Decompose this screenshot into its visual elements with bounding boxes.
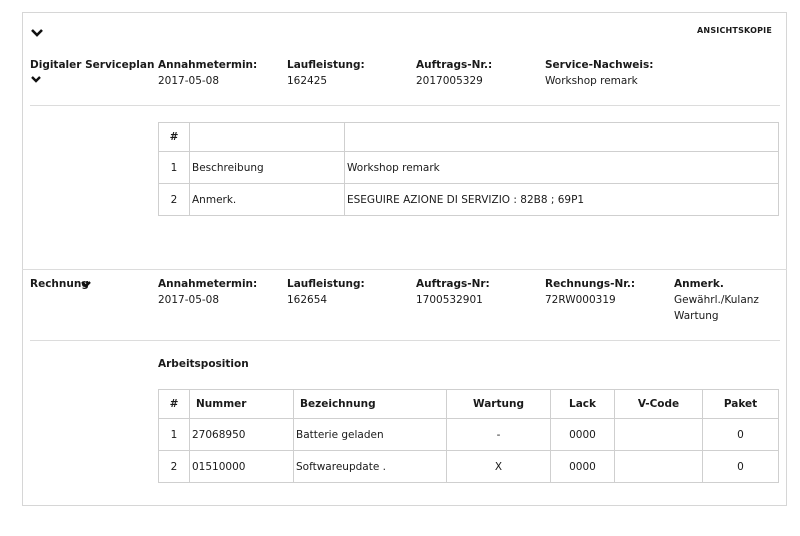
field-label: Laufleistung: — [287, 278, 365, 290]
table-cell: X — [447, 451, 551, 483]
table-cell: - — [447, 419, 551, 451]
table-cell: 2 — [159, 184, 190, 216]
field-value: 162654 — [287, 294, 328, 306]
serviceplan-table — [158, 122, 779, 216]
field-label: Service-Nachweis: — [545, 59, 654, 71]
field-value: 1700532901 — [416, 294, 483, 306]
field-value: 162425 — [287, 75, 328, 87]
field-value: 72RW000319 — [545, 294, 616, 306]
column-header — [190, 123, 345, 152]
table-cell: 1 — [159, 419, 190, 451]
table-cell: Softwareupdate . — [294, 451, 447, 483]
column-header: Wartung — [447, 390, 551, 419]
field-label: Annahmetermin: — [158, 278, 258, 290]
table-cell: 1 — [159, 152, 190, 184]
chevron-down-icon[interactable] — [30, 28, 44, 38]
chevron-down-icon[interactable] — [30, 75, 44, 85]
field-value: 2017-05-08 — [158, 294, 220, 306]
table-cell: Batterie geladen — [294, 419, 447, 451]
table-cell: 27068950 — [190, 419, 294, 451]
field-label: Rechnungs-Nr.: — [545, 278, 636, 290]
column-header: Paket — [703, 390, 779, 419]
table-cell: 0 — [703, 451, 779, 483]
field-value: Workshop remark — [545, 75, 638, 87]
field-label: Annahmetermin: — [158, 59, 258, 71]
field-label: Laufleistung: — [287, 59, 365, 71]
table-cell: 0 — [703, 419, 779, 451]
table-cell: 0000 — [551, 419, 615, 451]
column-header: Lack — [551, 390, 615, 419]
column-header: Bezeichnung — [294, 390, 447, 419]
divider — [30, 340, 780, 341]
column-header: # — [159, 123, 190, 152]
serviceplan-title: Digitaler Serviceplan — [30, 59, 155, 71]
view-copy-button[interactable]: ANSICHTSKOPIE — [697, 26, 772, 35]
table-cell: Beschreibung — [190, 152, 345, 184]
field-label: Auftrags-Nr: — [416, 278, 490, 290]
field-label: Anmerk. — [674, 278, 724, 290]
column-header: V-Code — [615, 390, 703, 419]
field-value: Gewährl./Kulanz — [674, 294, 759, 306]
table-header-row — [159, 123, 779, 152]
table-cell: ESEGUIRE AZIONE DI SERVIZIO : 82B8 ; 69P1 — [345, 184, 779, 216]
table-row — [159, 152, 779, 184]
divider — [30, 105, 780, 106]
field-label: Auftrags-Nr.: — [416, 59, 493, 71]
table-cell — [615, 451, 703, 483]
table-row — [159, 451, 779, 483]
table-header-row — [159, 390, 779, 419]
table-cell: Anmerk. — [190, 184, 345, 216]
column-header: Nummer — [190, 390, 294, 419]
arbeitsposition-title: Arbeitsposition — [158, 358, 249, 370]
arbeitsposition-table — [158, 389, 779, 483]
rechnung-title: Rechnung — [30, 278, 89, 290]
table-row — [159, 184, 779, 216]
table-row — [159, 419, 779, 451]
table-cell: Workshop remark — [345, 152, 779, 184]
field-value: 2017005329 — [416, 75, 483, 87]
section-divider — [22, 269, 787, 270]
table-cell: 0000 — [551, 451, 615, 483]
chevron-down-icon[interactable] — [80, 280, 94, 290]
field-value: Wartung — [674, 310, 719, 322]
column-header: # — [159, 390, 190, 419]
table-cell — [615, 419, 703, 451]
table-cell: 2 — [159, 451, 190, 483]
column-header — [345, 123, 779, 152]
table-cell: 01510000 — [190, 451, 294, 483]
field-value: 2017-05-08 — [158, 75, 220, 87]
